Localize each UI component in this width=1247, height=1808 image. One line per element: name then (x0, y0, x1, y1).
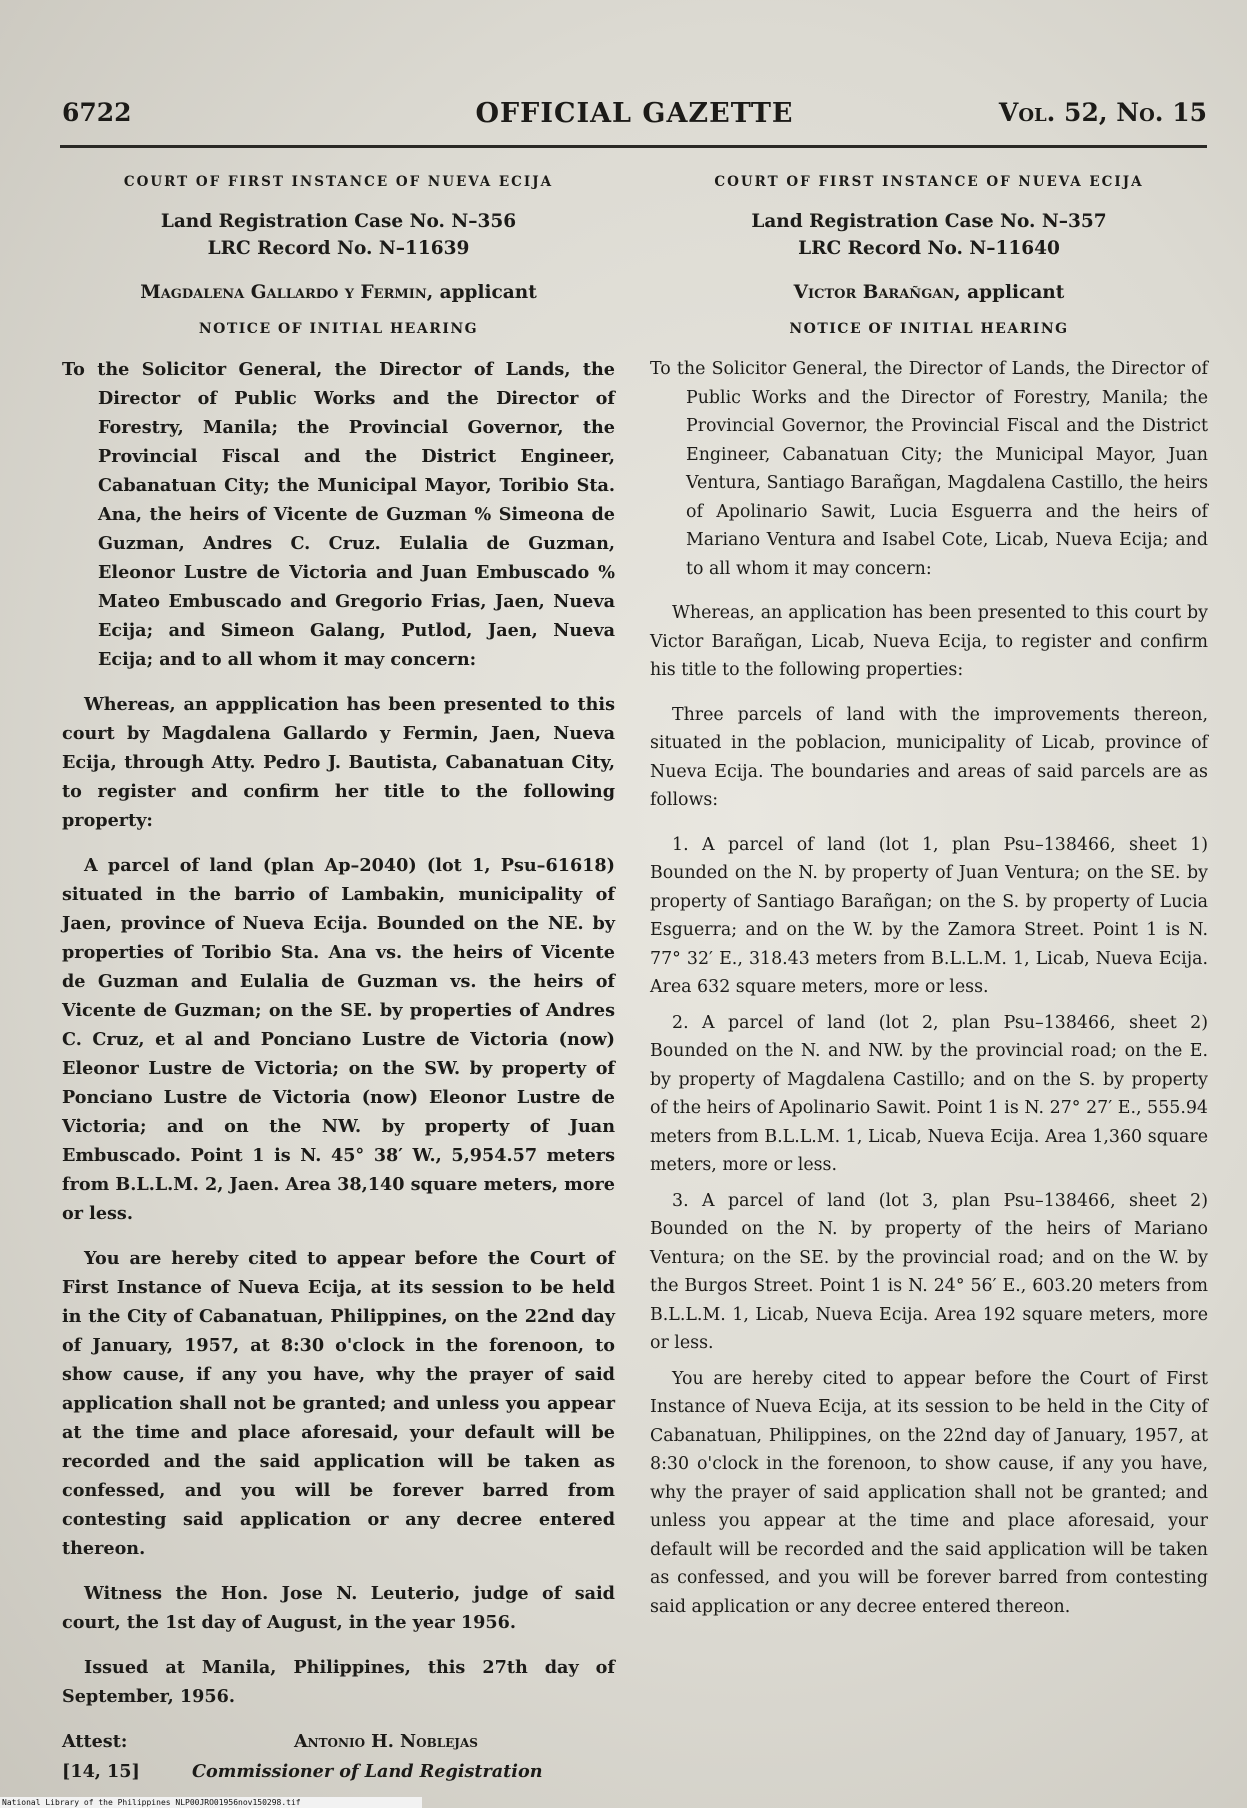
body-paragraph: A parcel of land (plan Ap–2040) (lot 1, Psu–61618) situated in the barrio of Lambakin, municipality of Jaen, province of Nueva Ecija. Bounded on the NE. by properties of Toribio Sta. Ana vs. the heirs of Vicente de Guzman and Eulalia de Guzman vs. the heirs of Vicente de Guzman; on the SE. by properties of Andres C. Cruz, et al and Ponciano Lustre de Victoria (now) Eleonor Lustre de Victoria; on the SW. by property of Ponciano Lustre de Victoria (now) Eleonor Lustre de Victoria; and on the NW. by property of Juan Embuscado. Point 1 is N. 45° 38′ W., 5,954.57 meters from B.L.L.M. 2, Jaen. Area 38,140 square meters, more or less. (62, 855, 615, 1224)
issue-reference: [14, 15] (62, 1761, 140, 1782)
court-heading: COURT OF FIRST INSTANCE OF NUEVA ECIJA (714, 174, 1144, 190)
page-number: 6722 (62, 98, 132, 127)
body-paragraph: Issued at Manila, Philippines, this 27th day of September, 1956. (62, 1657, 615, 1707)
parcel-paragraph: 2. A parcel of land (lot 2, plan Psu–138466, sheet 2) Bounded on the N. and NW. by the provincial road; on the E. by property of Magdalena Castillo; and on the S. by property of the heirs of Apolinario Sawit. Point 1 is N. 27° 27′ E., 555.94 meters from B.L.L.M. 1, Licab, Nueva Ecija. Area 1,360 square meters, more or less. (650, 1012, 1208, 1175)
signatory-name: Antonio H. Noblejas (294, 1731, 478, 1752)
body-paragraph: You are hereby cited to appear before the Court of First Instance of Nueva Ecija, at its session to be held in the City of Cabanatuan, Philippines, on the 22nd day of January, 1957, at 8:30 o'clock in the forenoon, to show cause, if any you have, why the prayer of said application shall not be granted; and unless you appear at the time and place aforesaid, your default will be recorded and the said application will be taken as confessed, and you will be forever barred from contesting said application or any decree entered thereon. (62, 1248, 615, 1559)
page-header (62, 98, 1207, 138)
lrc-record: LRC Record No. N–11640 (798, 238, 1060, 259)
lrc-record: LRC Record No. N–11639 (207, 238, 470, 259)
header-rule (60, 145, 1207, 148)
applicant-name: Victor Barañgan (793, 282, 955, 303)
body-paragraph: Whereas, an appplication has been presented to this court by Magdalena Gallardo y Fermin, Jaen, Nueva Ecija, through Atty. Pedro J. Bautista, Cabanatuan City, to register and confirm her title to the following property: (62, 694, 615, 831)
address-paragraph: To the Solicitor General, the Director of Lands, the Director of Public Works and the Director of Forestry, Manila; the Provincial Governor, the Provincial Fiscal and the District Engineer, Cabanatuan City; the Municipal Mayor, Juan Ventura, Santiago Barañgan, Magdalena Castillo, the heirs of Apolinario Sawit, Lucia Esguerra and the heirs of Mariano Ventura and Isabel Cote, Licab, Nueva Ecija; and to all whom it may concern: (650, 359, 1208, 579)
applicant-line (62, 282, 615, 303)
applicant-suffix: , applicant (954, 282, 1065, 303)
body-paragraph: You are hereby cited to appear before the Court of First Instance of Nueva Ecija, at its session to be held in the City of Cabanatuan, Philippines, on the 22nd day of January, 1957, at 8:30 o'clock in the forenoon, to show cause, if any you have, why the prayer of said application shall not be granted; and unless you appear at the time and place aforesaid, your default will be recorded and the said application will be taken as confessed, and you will be forever barred from contesting said application or any decree entered thereon. (650, 1368, 1208, 1617)
publication-title: OFFICIAL GAZETTE (475, 98, 794, 129)
applicant-line (650, 282, 1208, 303)
right-column-notice (650, 166, 1208, 1637)
left-column-notice (62, 166, 615, 1791)
applicant-suffix: , applicant (426, 282, 537, 303)
scan-footer: National Library of the Philippines NLP00JRO01956nov150298.tif (0, 1797, 422, 1808)
attest-label: Attest: (62, 1731, 128, 1752)
notice-heading: NOTICE OF INITIAL HEARING (789, 321, 1069, 337)
case-number: Land Registration Case No. N–356 (160, 211, 517, 232)
case-number: Land Registration Case No. N–357 (751, 211, 1107, 232)
attestation-block (62, 1727, 615, 1791)
notice-heading: NOTICE OF INITIAL HEARING (198, 321, 479, 337)
parcel-paragraph: 1. A parcel of land (lot 1, plan Psu–138466, sheet 1) Bounded on the N. by property of Juan Ventura; on the SE. by property of Santiago Barañgan; on the S. by property of Lucia Esguerra; and on the W. by the Zamora Street. Point 1 is N. 77° 32′ E., 318.43 meters from B.L.L.M. 1, Licab, Nueva Ecija. Area 632 square meters, more or less. (650, 834, 1208, 997)
volume-number: Vol. 52, No. 15 (998, 98, 1207, 127)
body-paragraph: Whereas, an application has been presented to this court by Victor Barañgan, Licab, Nueva Ecija, to register and confirm his title to the following properties: (650, 603, 1208, 680)
parcel-paragraph: 3. A parcel of land (lot 3, plan Psu–138466, sheet 2) Bounded on the N. by property of the heirs of Mariano Ventura; on the SE. by the provincial road; and on the W. by the Burgos Street. Point 1 is N. 24° 56′ E., 603.20 meters from B.L.L.M. 1, Licab, Nueva Ecija. Area 192 square meters, more or less. (650, 1190, 1208, 1353)
court-heading: COURT OF FIRST INSTANCE OF NUEVA ECIJA (123, 174, 554, 190)
address-paragraph: To the Solicitor General, the Director of Lands, the Director of Public Works and the Director of Forestry, Manila; the Provincial Governor, the Provincial Fiscal and the District Engineer, Cabanatuan City; the Municipal Mayor, Toribio Sta. Ana, the heirs of Vicente de Guzman % Simeona de Guzman, Andres C. Cruz. Eulalia de Guzman, Eleonor Lustre de Victoria and Juan Embuscado % Mateo Embuscado and Gregorio Frias, Jaen, Nueva Ecija; and Simeon Galang, Putlod, Jaen, Nueva Ecija; and to all whom it may concern: (62, 359, 615, 670)
body-paragraph: Three parcels of land with the improvements thereon, situated in the poblacion, municipality of Licab, province of Nueva Ecija. The boundaries and areas of said parcels are as follows: (650, 704, 1208, 810)
applicant-name: Magdalena Gallardo y Fermin (140, 282, 427, 303)
body-paragraph: Witness the Hon. Jose N. Leuterio, judge of said court, the 1st day of August, in the year 1956. (62, 1583, 615, 1633)
signatory-title: Commissioner of Land Registration (192, 1761, 543, 1782)
